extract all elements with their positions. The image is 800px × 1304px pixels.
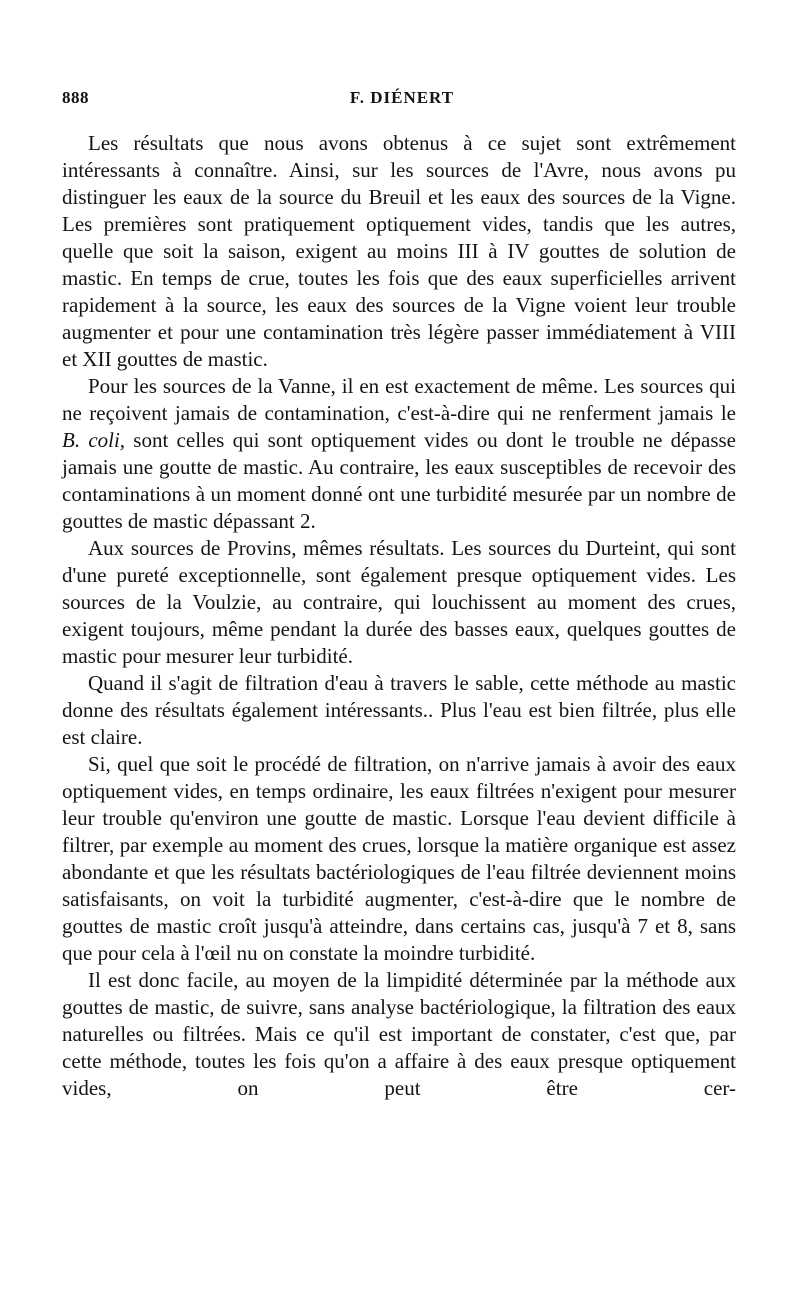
running-head-author: F. DIÉNERT [349,88,455,107]
paragraph-filtration-process [62,751,736,967]
paragraph-text: Aux sources de Provins, mêmes résultats. Les sources du Durteint, qui sont d'une pureté exceptionnelle, sont également presque optiquement vides. Les sources de la Voulzie, au contraire, qui louchissent au moment des crues, exigent toujours, même pendant la durée des basses eaux, quelques gouttes de mastic pour mesurer leur turbidité. [62,536,736,668]
paragraph-avre-sources [62,130,736,373]
paragraph-sand-filtration [62,670,736,751]
page-header [62,88,742,116]
paragraph-conclusion [62,967,736,1102]
paragraph-text: Quand il s'agit de filtration d'eau à travers le sable, cette méthode au mastic donne des résultats également intéressants.. Plus l'eau est bien filtrée, plus elle est claire. [62,671,736,749]
paragraph-provins-sources [62,535,736,670]
paragraph-italic-text: B. coli, [62,428,126,452]
page-number: 888 [62,88,89,107]
paragraph-vanne-sources [62,373,736,535]
paragraph-text: sont celles qui sont optiquement vides ou dont le trouble ne dépasse jamais une goutte de mastic. Au contraire, les eaux susceptibles de recevoir des contaminations à un moment donné ont une turbidité mesurée par un nombre de gouttes de mastic dépassant 2. [62,428,736,533]
body-text [62,130,736,1102]
paragraph-text: Les résultats que nous avons obtenus à ce sujet sont extrêmement intéressants à connaître. Ainsi, sur les sources de l'Avre, nous avons pu distinguer les eaux de la source du Breuil et les eaux des sources de la Vigne. Les premières sont pratiquement optiquement vides, tandis que les autres, quelle que soit la saison, exigent au moins III à IV gouttes de solution de mastic. En temps de crue, toutes les fois que des eaux superficielles arrivent rapidement à la source, les eaux des sources de la Vigne voient leur trouble augmenter et pour une contamination très légère passer immédiatement à VIII et XII gouttes de mastic. [62,131,736,371]
paragraph-text: Si, quel que soit le procédé de filtration, on n'arrive jamais à avoir des eaux optiquement vides, en temps ordinaire, les eaux filtrées n'exigent pour mesurer leur trouble qu'environ une goutte de mastic. Lorsque l'eau devient difficile à filtrer, par exemple au moment des crues, lorsque la matière organique est assez abondante et que les résultats bactériologiques de l'eau filtrée deviennent moins satisfaisants, on voit la turbidité augmenter, c'est-à-dire que le nombre de gouttes de mastic croît jusqu'à atteindre, dans certains cas, jusqu'à 7 et 8, sans que pour cela à l'œil nu on constate la moindre turbidité. [62,752,736,965]
paragraph-text: Il est donc facile, au moyen de la limpidité déterminée par la méthode aux gouttes de mastic, de suivre, sans analyse bactériologique, la filtration des eaux naturelles ou filtrées. Mais ce qu'il est important de constater, c'est que, par cette méthode, toutes les fois qu'on a affaire à des eaux presque optiquement vides, on peut être cer- [62,968,736,1100]
paragraph-text: Pour les sources de la Vanne, il en est exactement de même. Les sources qui ne reçoivent jamais de contamination, c'est-à-dire qui ne renferment jamais le [62,374,736,425]
